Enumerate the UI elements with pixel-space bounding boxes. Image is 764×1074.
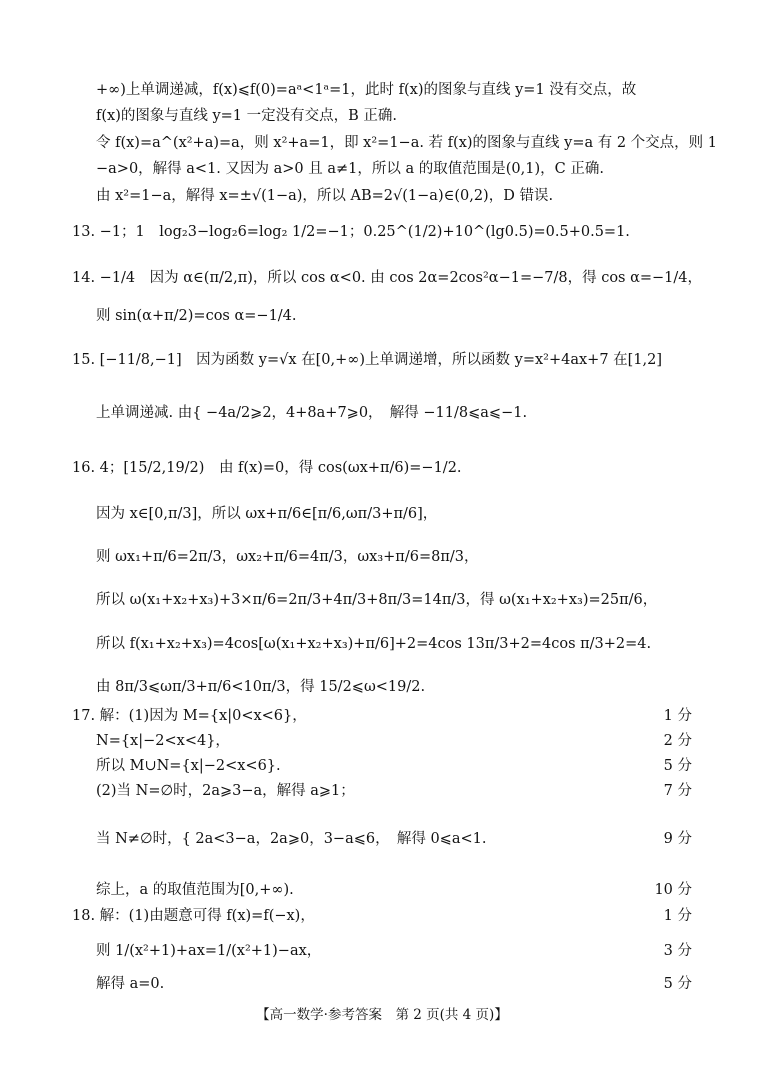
text-line: 所以 M∪N={x|−2<x<6}. — [96, 758, 281, 774]
text-line: 所以 f(x₁+x₂+x₃)=4cos[ω(x₁+x₂+x₃)+π/6]+2=4cos 13π/3+2=4cos π/3+2=4. — [96, 636, 652, 652]
text-line: 则 ωx₁+π/6=2π/3，ωx₂+π/6=4π/3，ωx₃+π/6=8π/3， — [96, 549, 479, 565]
score: 7 分 — [663, 783, 692, 799]
text-line: 解得 a=0. — [96, 976, 165, 992]
text-line: 则 sin(α+π/2)=cos α=−1/4. — [96, 308, 297, 324]
answer-16: 16. 4；[15/2,19/2) 由 f(x)=0，得 cos(ωx+π/6)=−1/2. — [72, 460, 462, 476]
answer-13: 13. −1；1 log₂3−log₂6=log₂ 1/2=−1；0.25^(1/2)+10^(lg0.5)=0.5+0.5=1. — [72, 224, 630, 240]
score: 1 分 — [663, 708, 692, 724]
text-line: f(x)的图象与直线 y=1 一定没有交点，B 正确. — [96, 108, 398, 124]
score: 1 分 — [663, 908, 692, 924]
text-line: 由 x²=1−a，解得 x=±√(1−a)，所以 AB=2√(1−a)∈(0,2)，D 错误. — [96, 188, 554, 204]
score: 5 分 — [663, 976, 692, 992]
text-line: 由 8π/3⩽ωπ/3+π/6<10π/3，得 15/2⩽ω<19/2. — [96, 679, 426, 695]
text-line: 当 N≠∅时，{ 2a<3−a，2a⩾0，3−a⩽6， 解得 0⩽a<1. — [96, 831, 487, 847]
score: 10 分 — [654, 882, 692, 898]
score: 9 分 — [663, 831, 692, 847]
text-line: 上单调递减. 由{ −4a/2⩾2，4+8a+7⩾0， 解得 −11/8⩽a⩽−1. — [96, 405, 528, 421]
text-line: N={x|−2<x<4}， — [96, 733, 230, 749]
score: 3 分 — [663, 943, 692, 959]
score: 5 分 — [663, 758, 692, 774]
answer-14: 14. −1/4 因为 α∈(π/2,π)，所以 cos α<0. 由 cos 2α=2cos²α−1=−7/8，得 cos α=−1/4， — [72, 270, 703, 286]
page-footer: 【高一数学·参考答案 第 2 页(共 4 页)】 — [256, 1007, 508, 1023]
text-line: 综上，a 的取值范围为[0,+∞). — [96, 882, 294, 898]
text-line: 令 f(x)=a^(x²+a)=a，则 x²+a=1，即 x²=1−a. 若 f(x)的图象与直线 y=a 有 2 个交点，则 1 — [96, 135, 718, 151]
text-line: +∞)上单调递减，f(x)⩽f(0)=aᵃ<1ᵃ=1，此时 f(x)的图象与直线 y=1 没有交点，故 — [96, 82, 637, 98]
text-line: 则 1/(x²+1)+ax=1/(x²+1)−ax， — [96, 943, 322, 959]
answer-15: 15. [−11/8,−1] 因为函数 y=√x 在[0,+∞)上单调递增，所以函数 y=x²+4ax+7 在[1,2] — [72, 352, 663, 368]
answer-18: 18. 解：(1)由题意可得 f(x)=f(−x)， — [72, 908, 315, 924]
text-line: (2)当 N=∅时，2a⩾3−a，解得 a⩾1； — [96, 783, 355, 799]
answer-17: 17. 解：(1)因为 M={x|0<x<6}， — [72, 708, 307, 724]
text-line: 所以 ω(x₁+x₂+x₃)+3×π/6=2π/3+4π/3+8π/3=14π/3，得 ω(x₁+x₂+x₃)=25π/6， — [96, 592, 658, 608]
score: 2 分 — [663, 733, 692, 749]
text-line: 因为 x∈[0,π/3]，所以 ωx+π/6∈[π/6,ωπ/3+π/6]， — [96, 506, 438, 522]
text-line: −a>0，解得 a<1. 又因为 a>0 且 a≠1，所以 a 的取值范围是(0,1)，C 正确. — [96, 161, 604, 177]
